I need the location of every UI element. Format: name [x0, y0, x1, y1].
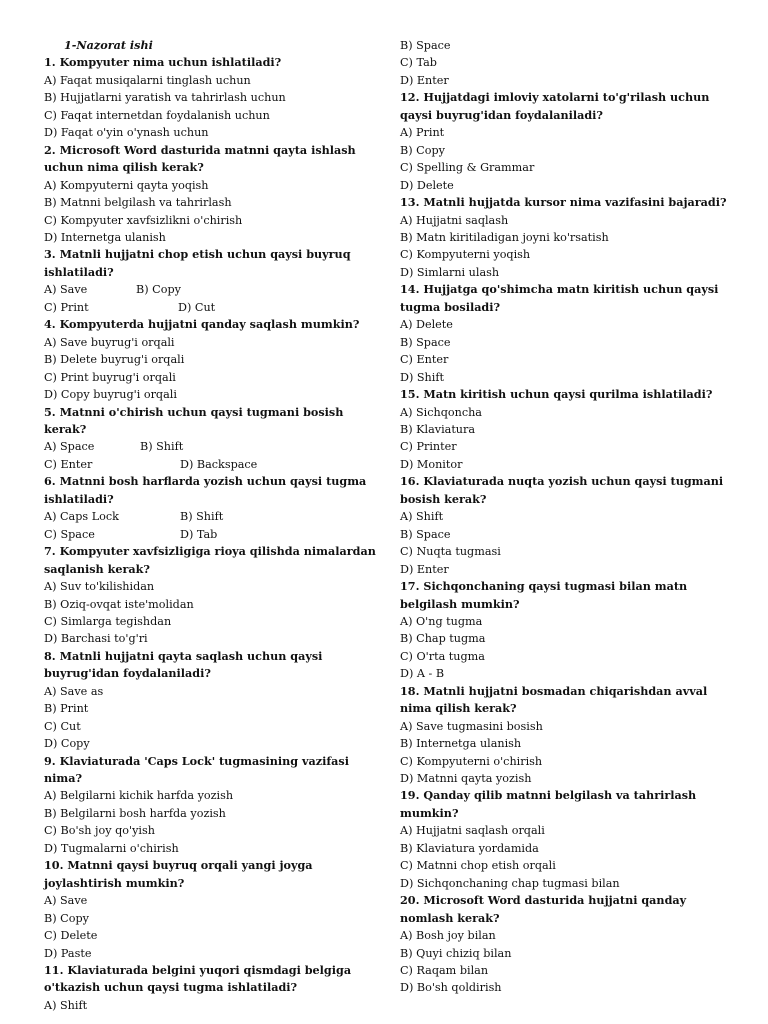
answer-option: A) Sichqoncha — [400, 405, 482, 419]
answer-option: B) Space — [400, 527, 451, 541]
question-text: 15. Matn kiritish uchun qaysi qurilma ishlatiladi? — [400, 387, 713, 402]
answer-option: D) Cut — [178, 300, 216, 314]
question-text: 1. Kompyuter nima uchun ishlatiladi? — [44, 55, 282, 70]
answer-option: D) Copy buyrug'i orqali — [44, 388, 177, 402]
question-block — [44, 54, 388, 141]
answer-option: B) Shift — [140, 440, 184, 454]
answer-option: D) Tugmalarni o'chirish — [44, 841, 179, 855]
answer-option: A) Space — [44, 440, 95, 454]
answer-option: D) Tab — [180, 527, 218, 541]
answer-option: C) Print — [44, 300, 89, 314]
question-block — [400, 473, 736, 578]
answer-option: D) Faqat o'yin o'ynash uchun — [44, 126, 209, 140]
answer-option: A) Save buyrug'i orqali — [44, 335, 175, 349]
answer-option: B) Matn kiritiladigan joyni ko'rsatish — [400, 230, 609, 244]
answer-option-row — [44, 281, 388, 298]
answer-option: B) Belgilarni bosh harfda yozish — [44, 806, 226, 820]
answer-option: C) Bo'sh joy qo'yish — [44, 824, 155, 838]
question-block — [44, 404, 388, 474]
question-block — [44, 316, 388, 403]
question-block — [400, 281, 736, 386]
answer-option: C) Matnni chop etish orqali — [400, 859, 556, 873]
question-block — [44, 246, 388, 316]
answer-option: B) Klaviatura yordamida — [400, 841, 539, 855]
question-block — [44, 473, 388, 543]
answer-option: C) Kompyuterni yoqish — [400, 248, 531, 262]
answer-option: C) O'rta tugma — [400, 649, 485, 663]
answer-option: C) Kompyuter xavfsizlikni o'chirish — [44, 213, 243, 227]
answer-option: B) Space — [400, 39, 451, 52]
answer-option: D) Delete — [400, 178, 454, 192]
question-text: 11. Klaviaturada belgini yuqori qismdagi belgiga o'tkazish uchun qaysi tugma ishlatiladi? — [44, 963, 352, 995]
question-block — [400, 787, 736, 892]
answer-option: C) Enter — [400, 353, 449, 367]
answer-option: A) Save — [44, 283, 88, 297]
question-block — [44, 857, 388, 962]
answer-option: A) Bosh joy bilan — [400, 929, 496, 943]
question-block — [44, 543, 388, 648]
question-block — [44, 962, 388, 1014]
answer-option: D) Backspace — [180, 457, 258, 471]
answer-option: A) Kompyuterni qayta yoqish — [44, 178, 209, 192]
answer-option: C) Space — [44, 527, 95, 541]
question-block — [400, 194, 736, 281]
answer-option: A) Delete — [400, 318, 453, 332]
question-block — [44, 753, 388, 858]
answer-option: B) Klaviatura — [400, 422, 476, 436]
question-block — [44, 648, 388, 753]
answer-option: B) Hujjatlarni yaratish va tahrirlash uchun — [44, 91, 286, 105]
answer-option: B) Print — [44, 702, 89, 716]
answer-option: C) Raqam bilan — [400, 964, 489, 978]
question-text: 20. Microsoft Word dasturida hujjatni qanday nomlash kerak? — [400, 893, 687, 925]
answer-option: B) Copy — [400, 143, 445, 157]
answer-option: A) Caps Lock — [44, 510, 119, 524]
question-text: 3. Matnli hujjatni chop etish uchun qaysi buyruq ishlatiladi? — [44, 247, 351, 279]
answer-option: C) Kompyuterni o'chirish — [400, 754, 543, 768]
answer-option: B) Oziq-ovqat iste'molidan — [44, 597, 194, 611]
answer-option-row — [44, 508, 388, 525]
question-block — [44, 142, 388, 247]
question-block — [400, 386, 736, 473]
answer-option: C) Print buyrug'i orqali — [44, 370, 176, 384]
answer-option: A) Hujjatni saqlash orqali — [400, 824, 545, 838]
answer-option: C) Simlarga tegishdan — [44, 614, 172, 628]
answer-option: A) Suv to'kilishidan — [44, 580, 155, 594]
answer-option: B) Copy — [44, 911, 89, 925]
question-text: 18. Matnli hujjatni bosmadan chiqarishdan avval nima qilish kerak? — [400, 683, 708, 716]
answer-option: B) Copy — [136, 283, 181, 297]
answer-option-row — [44, 526, 388, 543]
answer-option: D) Copy — [44, 737, 90, 751]
answer-option: D) Simlarni ulash — [400, 265, 500, 279]
answer-option: D) Monitor — [400, 457, 463, 471]
question-text: 12. Hujjatdagi imloviy xatolarni to'g'rilash uchun qaysi buyrug'idan foydalaniladi? — [400, 90, 710, 122]
question-block — [400, 89, 736, 194]
answer-option: A) Print — [400, 126, 445, 140]
answer-option: D) Shift — [400, 370, 444, 384]
answer-option: C) Tab — [400, 56, 437, 70]
question-text: 4. Kompyuterda hujjatni qanday saqlash mumkin? — [44, 317, 360, 332]
answer-option: A) Save — [44, 894, 88, 908]
answer-option: B) Matnni belgilash va tahrirlash — [44, 196, 232, 210]
question-text: 9. Klaviaturada 'Caps Lock' tugmasining vazifasi nima? — [44, 753, 349, 786]
answer-option: B) Quyi chiziq bilan — [400, 946, 512, 960]
answer-option: A) Shift — [400, 510, 444, 524]
answer-option: A) Hujjatni saqlash — [400, 213, 509, 227]
answer-option: D) Sichqonchaning chap tugmasi bilan — [400, 876, 620, 890]
question-block — [400, 578, 736, 683]
answer-option: D) Bo'sh qoldirish — [400, 981, 502, 995]
left-column — [44, 37, 388, 1014]
answer-option-row — [44, 299, 388, 316]
answer-option: C) Faqat internetdan foydalanish uchun — [44, 108, 270, 122]
answer-option: A) Faqat musiqalarni tinglash uchun — [44, 73, 251, 87]
page-title: 1-Nazorat ishi — [64, 38, 153, 52]
answer-option: D) Enter — [400, 73, 449, 87]
right-column — [400, 37, 736, 997]
answer-option: C) Enter — [44, 457, 93, 471]
answer-option: B) Chap tugma — [400, 632, 486, 646]
answer-option: B) Internetga ulanish — [400, 737, 522, 751]
answer-option: B) Delete buyrug'i orqali — [44, 353, 185, 367]
question-block — [400, 892, 736, 997]
question-text: 2. Microsoft Word dasturida matnni qayta ishlash uchun nima qilish kerak? — [44, 142, 356, 175]
question-text: 16. Klaviaturada nuqta yozish uchun qaysi tugmani bosish kerak? — [400, 474, 724, 506]
question-block — [400, 37, 736, 89]
question-text: 5. Matnni o'chirish uchun qaysi tugmani bosish kerak? — [44, 404, 344, 436]
answer-option: C) Cut — [44, 719, 81, 733]
answer-option: D) Paste — [44, 946, 92, 960]
question-text: 6. Matnni bosh harflarda yozish uchun qaysi tugma ishlatiladi? — [44, 474, 367, 506]
answer-option: D) Barchasi to'g'ri — [44, 632, 148, 646]
answer-option: C) Delete — [44, 929, 98, 943]
answer-option: B) Shift — [180, 510, 224, 524]
answer-option: B) Space — [400, 335, 451, 349]
question-text: 19. Qanday qilib matnni belgilash va tahrirlash mumkin? — [400, 788, 697, 820]
question-text: 13. Matnli hujjatda kursor nima vazifasini bajaradi? — [400, 195, 727, 210]
answer-option: A) Shift — [44, 998, 88, 1012]
answer-option: A) Save as — [44, 684, 104, 698]
question-text: 7. Kompyuter xavfsizligiga rioya qilishda nimalardan saqlanish kerak? — [44, 544, 376, 576]
answer-option: D) Enter — [400, 562, 449, 576]
answer-option: A) Save tugmasini bosish — [400, 719, 543, 733]
answer-option: D) Matnni qayta yozish — [400, 772, 532, 786]
question-text: 14. Hujjatga qo'shimcha matn kiritish uchun qaysi tugma bosiladi? — [400, 282, 719, 314]
answer-option: C) Nuqta tugmasi — [400, 545, 501, 559]
question-text: 10. Matnni qaysi buyruq orqali yangi joyga joylashtirish mumkin? — [44, 858, 313, 890]
answer-option: A) O'ng tugma — [400, 614, 483, 628]
answer-option-row — [44, 456, 388, 473]
question-text: 17. Sichqonchaning qaysi tugmasi bilan matn belgilash mumkin? — [400, 579, 688, 611]
answer-option: A) Belgilarni kichik harfda yozish — [44, 789, 234, 803]
answer-option-row — [44, 438, 388, 455]
answer-option: D) A - B — [400, 667, 445, 681]
answer-option: C) Printer — [400, 440, 457, 454]
question-block — [400, 683, 736, 788]
answer-option: C) Spelling & Grammar — [400, 161, 535, 175]
answer-option: D) Internetga ulanish — [44, 230, 166, 244]
question-text: 8. Matnli hujjatni qayta saqlash uchun qaysi buyrug'idan foydalaniladi? — [44, 648, 323, 681]
